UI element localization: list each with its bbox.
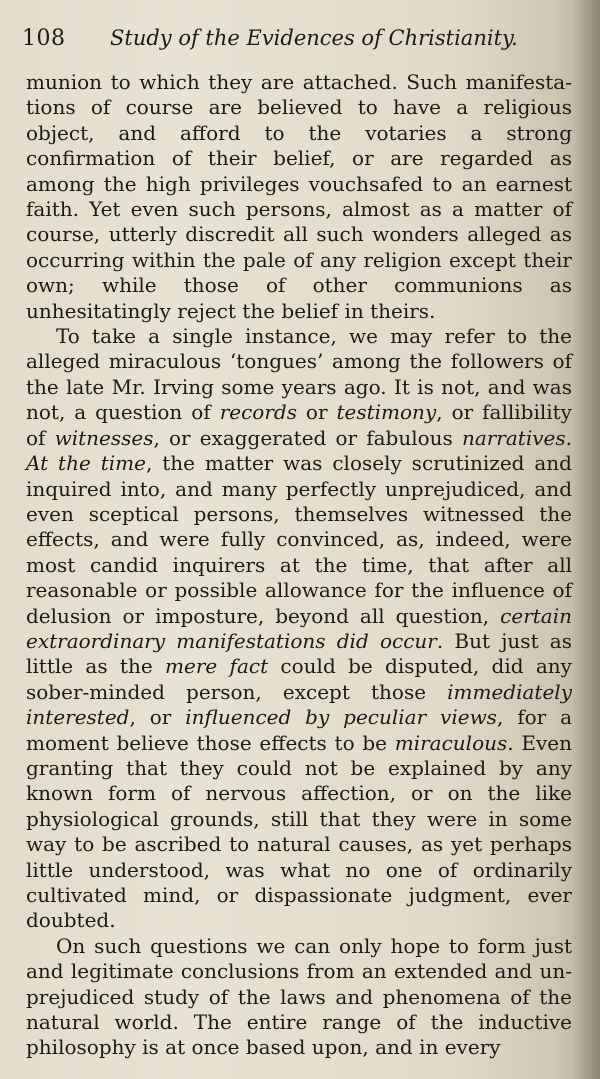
text-segment: , or exaggerated or fabulous xyxy=(153,425,462,450)
text-segment: , or fallibility of xyxy=(26,400,572,450)
italic-witnesses: witnesses xyxy=(54,425,154,450)
text-segment: To take a single instance, we may refer to the alleged miraculous ‘tongues’ among the followers of the late Mr. Irving some years ago. It is not, and was not, a question of xyxy=(26,324,572,425)
paragraph-irving-instance xyxy=(26,324,572,934)
text-segment: . Even granting that they could not be explained by any known form of nervous affection, or on the like physiological grounds, still that they were in some way to be ascribed to natural causes, as yet perhaps little understood, was what no one of ordinarily cultivated mind, or dispassionate judgment, ever doubted. xyxy=(26,730,572,933)
text-segment: On such questions we can only hope to form just and legitimate conclusions from an extended and unprejudiced study of the laws and phenomena of the natural world. The entire range of the inductive philosophy is at once based upon, and in every xyxy=(26,933,572,1060)
text-segment: , for a moment believe those effects to be xyxy=(26,705,573,755)
page-header xyxy=(22,22,560,54)
italic-mere-fact: mere fact xyxy=(165,654,269,679)
running-title: Study of the Evidences of Christianity. xyxy=(110,26,518,50)
paragraph-continuation xyxy=(26,70,572,324)
italic-testimony: testimony xyxy=(336,400,437,425)
text-segment: . But just as little as the xyxy=(26,628,572,679)
page-number: 108 xyxy=(22,26,66,51)
italic-at-the-time: At the time xyxy=(26,451,146,476)
italic-miraculous: miraculous xyxy=(394,730,508,755)
italic-influenced-by-peculiar-views: influenced by peculiar views xyxy=(185,705,497,730)
paragraph-inductive-philosophy xyxy=(26,934,572,1061)
text-segment: , or xyxy=(129,705,186,730)
italic-immediately-interested: immediately interested xyxy=(26,679,572,730)
text-segment: munion to which they are attached. Such manifestations of course are believed to have a religious object, and afford to the votaries a strong confirmation of their belief, or are regarded as among the high privileges vouchsafed to an earnest faith. Yet even such persons, almost as a matter of course, utterly discredit all such wonders alleged as occurring within the pale of any religion except their own; while those of other communions as unhesitatingly reject the belief in theirs. xyxy=(26,70,572,323)
text-segment: could be disputed, did any sober-minded person, except those xyxy=(26,654,572,704)
italic-certain-manifestations: certain extraordinary manifestations did occur xyxy=(26,603,572,653)
text-segment: or xyxy=(296,400,337,425)
page-body-text xyxy=(26,70,572,1061)
italic-records: records xyxy=(219,400,297,425)
text-segment: , the matter was closely scrutinized and inquired into, and many perfectly unprejudiced, and even sceptical persons, themselves witnessed the effects, and were fully convinced, as, indeed, were most candid inquirers at the time, that after all reasonable or possible allowance for the influence of delusion or imposture, beyond all question, xyxy=(26,451,572,628)
italic-narratives: narratives. xyxy=(461,425,572,450)
